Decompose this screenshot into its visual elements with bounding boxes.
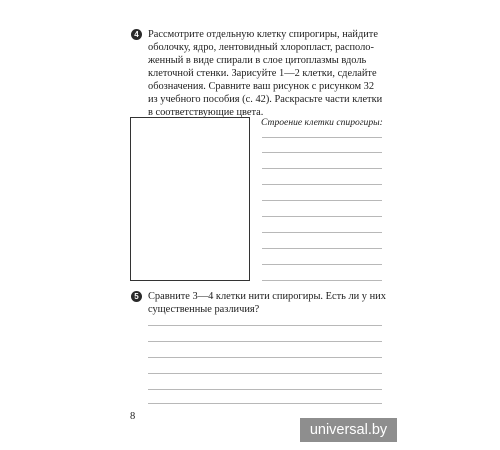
task-4-line: оболочку, ядро, лентовидный хлоропласт, располо- xyxy=(148,42,374,53)
answer-line xyxy=(262,248,382,249)
answer-line xyxy=(262,184,382,185)
answer-line xyxy=(262,200,382,201)
answer-label: Строение клетки спирогиры: xyxy=(261,117,383,128)
drawing-box xyxy=(130,117,250,281)
answer-line xyxy=(148,373,382,374)
answer-line xyxy=(262,152,382,153)
answer-line xyxy=(262,264,382,265)
answer-line xyxy=(148,341,382,342)
task-4-line: из учебного пособия (с. 42). Раскрасьте части клетки xyxy=(148,94,383,105)
task-4-line: клеточной стенки. Зарисуйте 1—2 клетки, сделайте xyxy=(148,68,377,79)
task-4-number-badge: 4 xyxy=(131,29,142,40)
page-number: 8 xyxy=(130,411,136,422)
answer-line xyxy=(262,280,382,281)
task-5-line: Сравните 3—4 клетки нити спирогиры. Есть ли у них xyxy=(148,291,386,302)
task-4-instructions xyxy=(148,28,388,119)
task-4-line: в соответствующие цвета. xyxy=(148,107,264,118)
task-4-line: женный в виде спирали в слое цитоплазмы вдоль xyxy=(148,55,367,66)
task-4-line: Рассмотрите отдельную клетку спирогиры, найдите xyxy=(148,29,378,40)
task-5-line: существенные различия? xyxy=(148,304,260,315)
answer-line xyxy=(148,357,382,358)
task-5-instructions xyxy=(148,290,388,316)
answer-line xyxy=(262,137,382,138)
answer-line xyxy=(148,325,382,326)
task-4-line: обозначения. Сравните ваш рисунок с рисунком 32 xyxy=(148,81,375,92)
answer-line xyxy=(148,403,382,404)
task-5-number-badge: 5 xyxy=(131,291,142,302)
answer-line xyxy=(262,232,382,233)
answer-line xyxy=(262,216,382,217)
watermark: universal.by xyxy=(300,418,397,442)
answer-line xyxy=(262,168,382,169)
answer-line xyxy=(148,389,382,390)
